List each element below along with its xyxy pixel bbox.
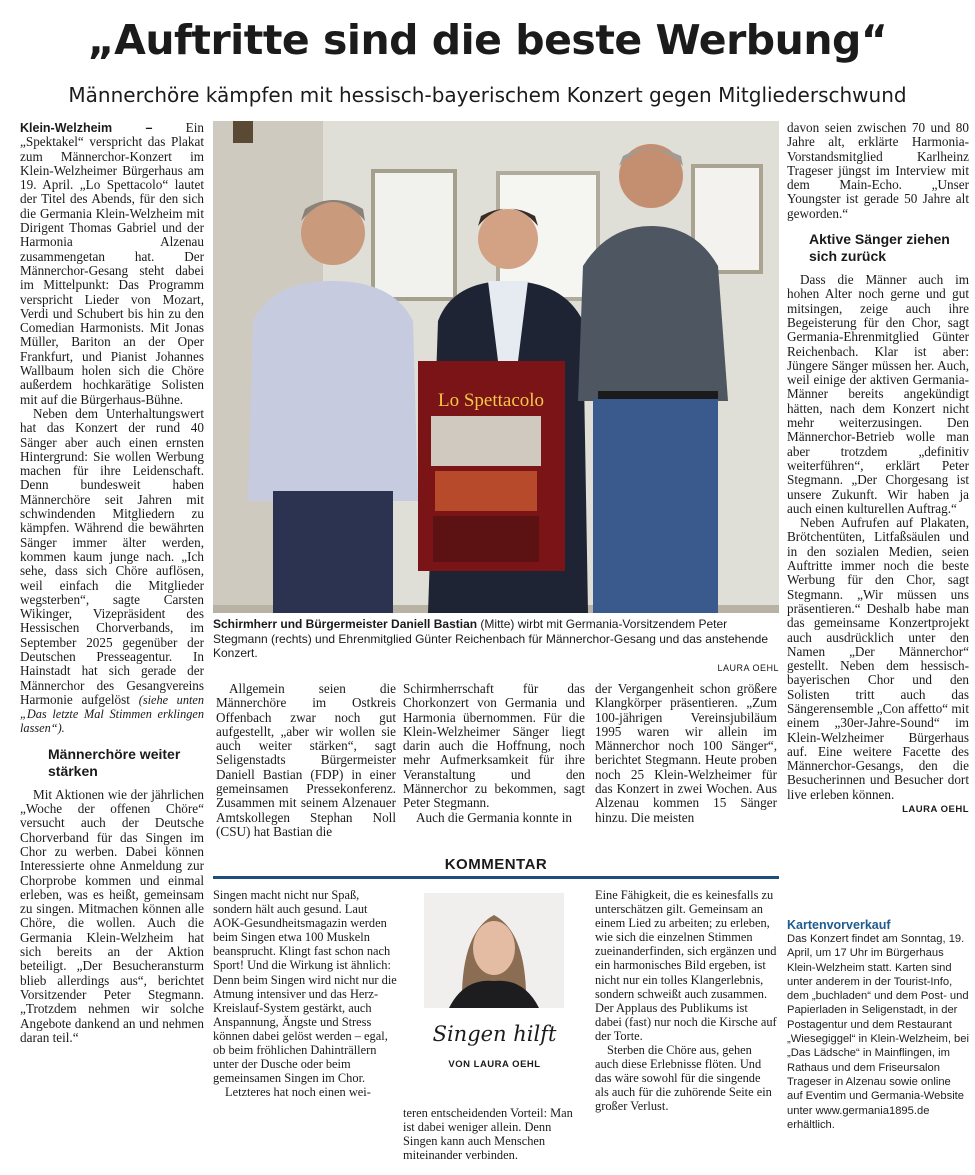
kommentar-paragraph: Singen macht nicht nur Spaß, sondern hält auch gesund. Laut AOK-Gesundheitsmagazin werden beim Singen etwa 100 Muskeln beansprucht. Klingt fast schon nach Sport! Und die Wirkung ist ähnlich: Denn beim Singen wird nicht nur die Atmung intensiver und das Herz-Kreislauf-System gestärkt, auch Anspannung, Ängste und Stress können dabei gelöst werden – egal, ob beim fröhlichen Dahinträllern unter der Dusche oder beim gemeinsamen Singen im Chor. — [213, 888, 397, 1086]
article-paragraph: Auch die Germania konnte in — [416, 809, 573, 825]
cross-reference: (siehe unten „Das letzte Mal Stimmen erklingen lassen“). — [20, 692, 204, 736]
poster-title: Lo Spettacolo — [437, 390, 545, 411]
subheadline: Männerchöre kämpfen mit hessisch-bayerischem Konzert gegen Mitgliederschwund — [68, 83, 907, 107]
kommentar-column-3 — [595, 888, 777, 1114]
kommentar-byline: VON LAURA OEHL — [448, 1059, 541, 1070]
article-paragraph: Neben Aufrufen auf Plakaten, Brötchentüten, Litfaßsäulen und in den sozialen Medien, seien Auftritte immer noch die beste Werbung für den Chor, sagt Stegmann. „Wir müssen uns präsentieren.“ Deshalb habe man das gemeinsame Konzertprojekt auch ausdrücklich unter den Namen „Der Männerchor“ gestellt. Neben dem hessisch-bayerischen Chor und den Solisten tritt auch das Sängerensemble „Con affetto“ mit einem „30er-Jahre-Sound“ im Klein-Welzheimer Bürgerhaus auf. Eine weitere Facette des Männerchor-Gesangs, den die Besucherinnen und Besucher dort live erleben können. — [787, 515, 969, 802]
headline: „Auftritte sind die beste Werbung“ — [87, 16, 888, 64]
ticket-infobox — [787, 918, 969, 1132]
article-paragraph — [20, 121, 204, 407]
article-paragraph: Dass die Männer auch im hohen Alter noch gerne und gut mitsingen, zeige auch ihre Begeisterung für den Chor, sagt Germania-Ehrenmitglied Günter Reichenbach. Klar ist aber: Jüngere Sänger müssen her. Auch, weil einige der aktiven Germania-Männer bereits angekündigt hätten, nach dem Konzert nicht mehr weiterzusingen. Den Männerchor-Betrieb wolle man aber trotzdem „definitiv weiterführen“, erklärt Peter Stegmann. „Der Chorgesang ist unsere Zukunft. Wir haben ja auch einen kulturellen Auftrag.“ — [787, 272, 969, 516]
article-paragraph: Mit Aktionen wie der jährlichen „Woche der offenen Chöre“ versucht auch der Deutsche Chorverband für das Singen im Chor zu werben. Dabei können Interessierte ohne Anmeldung zur Chorprobe kommen und einmal erleben, was es heißt, gemeinsam zu singen. Mitmachen können alle Chöre, die wollen. Auch die Germania Klein-Welzheim hat sich bereits an der Aktion beteiligt. „Der Besucheransturm blieb allerdings aus“, berichtet Vorsitzender Peter Stegmann. „Trotzdem nehmen wir solche Angebote dankend an und nehmen daran teil.“ — [20, 786, 204, 1045]
article-paragraph: davon seien zwischen 70 und 80 Jahre alt, erklärte Harmonia-Vorstandsmitglied Karlheinz Trageser jüngst im Interview mit dem Main-Echo. „Unser Youngster ist gerade 50 Jahre alt geworden.“ — [787, 120, 969, 221]
kommentar-headline: Singen hilft — [432, 1022, 557, 1046]
infobox-title: Kartenvorverkauf — [787, 918, 891, 932]
kommentar-label: KOMMENTAR — [444, 856, 548, 873]
kommentar-paragraph: Eine Fähigkeit, die es keinesfalls zu unterschätzen gilt. Gemeinsam an einem Lied zu arbeiten; zu erleben, wie sich die einzelnen Stimmen zueinanderfinden, sich ergänzen und ein harmonisches Bild ergeben, ist nicht nur ein tolles Klangerlebnis, sondern schweißt auch zusammen. Der Applaus des Publikums ist dabei (fast) nur noch die Kirsche auf der Torte. — [595, 888, 777, 1043]
article-column-2 — [216, 682, 396, 839]
kommentar-rule — [213, 876, 779, 879]
article-column-1 — [20, 121, 204, 1045]
author-portrait — [424, 893, 564, 1008]
portrait-illustration — [424, 893, 564, 1008]
article-column-3 — [403, 682, 585, 825]
article-paragraph: der Vergangenheit schon größere Klangkörper präsentieren. „Zum 100-jährigen Vereinsjubiläum 1995 waren wir allein im Männerchor noch 100 Sänger“, berichtet Stegmann. Heute proben noch 25 Klein-Welzheimer für das Konzert in zwei Wochen. Aus Alzenau kommen 15 Sänger hinzu. Die meisten — [595, 681, 777, 825]
subheading-aktive-saenger: Aktive Sänger ziehen sich zurück — [809, 231, 950, 265]
article-byline: LAURA OEHL — [902, 804, 969, 816]
caption-lead: Schirmherr und Bürgermeister Daniell Bastian — [213, 617, 478, 631]
paragraph-text: Ein „Spektakel“ verspricht das Plakat zum Männerchor-Konzert im Klein-Welzheimer Bürgerhaus am 19. April. „Lo Spettacolo“ lautet der Titel des Abends, für den sich die Germania Klein-Welzheim mit Dirigent Thomas Gabriel und der Harmonia Alzenau zusammengetan hat. Der Männerchor-Gesang steht dabei im Mittelpunkt: Das Programm verspricht Lieder von Mozart, Verdi und Schubert bis hin zu den Comedian Harmonists. Mit Jonas Müller, Bariton an der Oper Frankfurt, und Pianist Johannes Wallbaum holen sich die Chöre außerdem hochkarätige Solisten mit auf die Bürgerhaus-Bühne. — [20, 120, 204, 407]
subheading-maennerchoere: Männerchöre weiter stärken — [48, 745, 181, 779]
article-paragraph: Schirmherrschaft für das Chorkonzert von Germania und Harmonia übernommen. Für die Klein-Welzheimer Sänger liegt darin auch die Hoffnung, noch mehr Aufmerksamkeit für ihre Veranstaltung und den Männerchor zu bekommen, sagt Peter Stegmann. — [403, 681, 585, 811]
article-column-5 — [787, 121, 969, 817]
infobox-text: Das Konzert findet am Sonntag, 19. April, um 17 Uhr im Bürgerhaus Klein-Welzheim statt. Karten sind unter anderem in der Tourist-Info, dem „buchladen“ und dem Post- und Papierladen in Seligenstadt, in der Postagentur und dem Restaurant „Wiesegiggel“ in Klein-Welzheim, bei „Das Lädsche“ in Mainflingen, im Rathaus und dem Friseursalon Trageser in Alzenau sowie online auf Eventim und Germania-Website unter www.germania1895.de erhältlich. — [787, 933, 969, 1131]
kommentar-column-2 — [403, 1106, 583, 1162]
photo-caption — [213, 617, 779, 675]
caption-text: (Mitte) wirbt mit Germania-Vorsitzendem Peter Stegmann (rechts) und Ehrenmitglied Günter Reichenbach für Männerchor-Gesang und das anstehende Konzert. — [213, 617, 768, 660]
article-paragraph: Allgemein seien die Männerchöre im Ostkreis Offenbach zwar noch gut aufgestellt, „aber wir wollen sie auch weiter stärken“, sagt Seligenstadts Bürgermeister Daniell Bastian (FDP) in einer gemeinsamen Pressekonferenz. Zusammen mit seinem Alzenauer Amtskollegen Stephan Noll (CSU) hat Bastian die — [216, 681, 396, 839]
kommentar-column-1 — [213, 888, 398, 1099]
paragraph-text: Neben dem Unterhaltungswert hat das Konzert der rund 40 Sänger aber auch einen ernsten Hintergrund: Sie wollen Werbung machen für ihre Leidenschaft. Denn bundesweit haben Männerchöre seit Jahren mit schwindenden Mitgliedern zu kämpfen. Während die bewährten Sänger immer älter werden, kommen kaum junge nach. „Ich sehe, dass sich Chöre auflösen, weil einfach die Mitglieder wegsterben“, sagte Carsten Wikinger, Vizepräsident des Hessischen Chorverbands, im September 2025 gegenüber der Deutschen Presseagentur. In Hainstadt hat sich gerade der Männerchor des Gesangvereins Harmonie aufgelöst — [20, 405, 204, 707]
kommentar-paragraph: Sterben die Chöre aus, gehen auch diese Erlebnisse flöten. Und das wäre sowohl für die singende als auch für die zuhörende Seite ein großer Verlust. — [595, 1043, 772, 1114]
kommentar-paragraph: Letzteres hat noch einen wei- — [225, 1085, 371, 1100]
photo-credit: LAURA OEHL — [717, 662, 779, 673]
kommentar-paragraph: teren entscheidenden Vorteil: Man ist dabei weniger allein. Denn Singen kann auch Menschen miteinander verbinden. — [403, 1106, 573, 1163]
article-photo — [213, 121, 779, 613]
article-column-4 — [595, 682, 777, 825]
photo-illustration — [213, 121, 779, 613]
dateline: Klein-Welzheim – — [20, 121, 153, 135]
article-paragraph — [20, 407, 204, 736]
